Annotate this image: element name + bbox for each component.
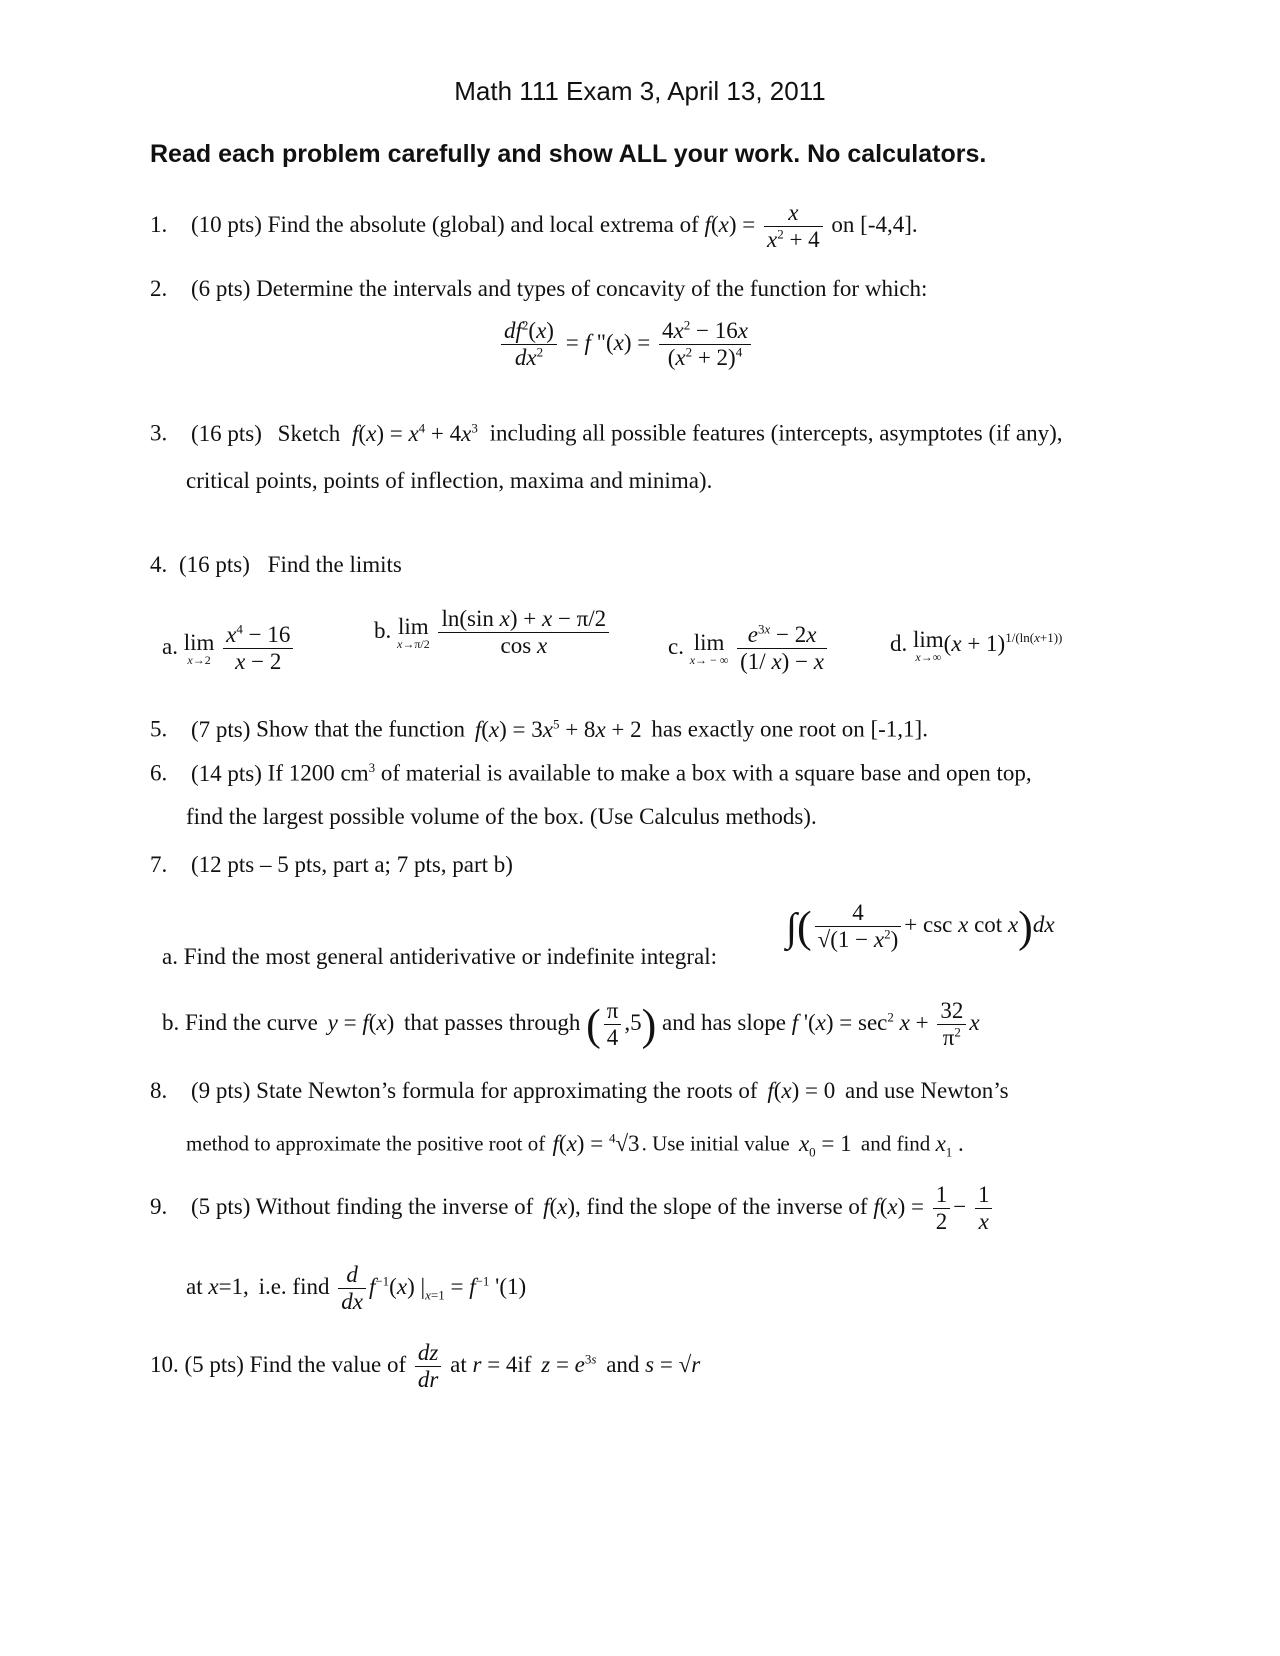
problem-text: b. Find the curve <box>162 1010 318 1036</box>
problem-text: Find the value of <box>249 1352 407 1378</box>
problem-text: Find the limits <box>267 552 402 577</box>
problem-text: including all possible features (intercepts, asymptotes (if any), <box>489 420 1063 446</box>
part-label: d. <box>890 630 908 656</box>
problem-3-line-2: critical points, points of inflection, maxima and minima). <box>186 468 713 493</box>
problem-text: State Newton’s formula for approximating the roots of <box>256 1078 758 1103</box>
problem-number: 8. <box>150 1078 168 1103</box>
limit-b: b. lim x→π/2 $\frac{\text{ln(sin x) + x − π/2}}{\text{cos x}}$ <box>374 606 612 660</box>
problem-2 <box>150 276 927 302</box>
problem-8: 8. (9 pts) State Newton’s formula for approximating the roots of f(x) = 0 and use Newton’s <box>150 1078 1009 1103</box>
problem-3 <box>150 420 1063 447</box>
problem-9: 9. (5 pts) Without finding the inverse of f(x), find the slope of the inverse of f(x) = $\frac{1}{2}$ − $\frac{1}{x}$ <box>150 1182 995 1236</box>
problem-points: (14 pts) <box>191 760 262 786</box>
problem-number: 6. <box>150 760 168 786</box>
part-label: b. <box>374 618 392 644</box>
problem-text: method to approximate the positive root of <box>186 1131 546 1156</box>
problem-text: . Use initial value <box>641 1131 790 1156</box>
problem-points: (16 pts) <box>179 552 250 577</box>
problem-text: and has slope <box>662 1010 786 1036</box>
problem-text: and <box>606 1352 640 1378</box>
problem-points: (16 pts) <box>191 420 262 446</box>
problem-number: 3. <box>150 420 168 446</box>
problem-text: Find the absolute (global) and local extrema of <box>267 212 699 238</box>
problem-10: 10. (5 pts) Find the value of $\frac{dz}{dr}$ at r = 4if $z = e^{3s}$ and s = √r <box>150 1340 701 1393</box>
problem-text: of material is available to make a box with a square base and open top, <box>380 760 1032 786</box>
problem-5 <box>150 716 928 743</box>
problem-7 <box>150 852 513 878</box>
problem-text: and find <box>860 1131 931 1156</box>
problem-tail: has exactly one root on [-1,1]. <box>651 716 928 742</box>
problem-text: at <box>186 1274 203 1300</box>
exam-instructions: Read each problem carefully and show ALL your work. No calculators. <box>150 140 987 168</box>
problem-text: , find the slope of the inverse of <box>575 1194 868 1220</box>
problem-points: (6 pts) <box>191 276 251 301</box>
problem-points: (5 pts) <box>184 1352 244 1378</box>
problem-text: i.e. find <box>258 1274 330 1300</box>
math-function: f(x) = $\frac{x}{x^2 + 4}$ <box>705 212 832 237</box>
problem-7-part-b: b. Find the curve y = f(x) that passes through ( $\frac{\pi}{4}$ ,5) and has slope f '$(x) = \sec^2 x$ + $\frac{32}{\pi^2}$ x <box>162 998 980 1051</box>
math-integral: ∫( $\frac{4}{√(1 - x^2)}$ + csc x cot x)dx <box>786 900 1055 953</box>
problem-9-line-2: at x=1, i.e. find $\frac{d}{dx}$ $f^{-1}(x) |_{x=1} = f^{-1}$ '(1) <box>186 1262 527 1315</box>
problem-6: 6. (14 pts) If 1200 $cm^3$ of material is available to make a box with a square base and open top, <box>150 760 1032 786</box>
problem-4 <box>150 552 402 578</box>
problem-number: 1. <box>150 212 168 238</box>
problem-tail: on [-4,4]. <box>831 212 918 238</box>
problem-8-line-2: method to approximate the positive root of f(x) = $^4$√3. Use initial value $x_0 = 1$ and find $x_1$ . <box>186 1130 964 1160</box>
problem-points: (9 pts) <box>191 1078 251 1103</box>
limit-d: d. lim x→∞ $(x + 1)^{1/(ln(x+1))}$ <box>890 627 1063 664</box>
math-second-derivative: $\frac{df^2(x)}{dx^2}$ = f "(x) = $\frac{4x^2 - 16x}{(x^2 + 2)^4}$ <box>498 318 754 372</box>
problem-number: 5. <box>150 716 168 742</box>
problem-points: (7 pts) <box>191 716 251 742</box>
problem-text: and use Newton’s <box>845 1078 1009 1103</box>
math-function: $f(x) = x^4 + 4x^3$ <box>352 420 478 446</box>
exam-title: Math 111 Exam 3, April 13, 2011 <box>454 76 826 106</box>
problem-points: (12 pts – 5 pts, part a; 7 pts, part b) <box>191 852 513 877</box>
problem-text: Without finding the inverse of <box>255 1194 534 1220</box>
problem-number: 4. <box>150 552 168 577</box>
problem-points: (5 pts) <box>191 1194 251 1220</box>
problem-text: Determine the intervals and types of concavity of the function for which: <box>256 276 928 301</box>
limit-a: a. lim x→2 $\frac{x^4 - 16}{x - 2}$ <box>162 622 296 676</box>
problem-number: 9. <box>150 1194 168 1220</box>
problem-number: 2. <box>150 276 168 301</box>
problem-points: (10 pts) <box>191 212 262 238</box>
problem-1 <box>150 200 918 254</box>
limit-c: c. lim x→ − ∞ $\frac{e^{3x} - 2x}{(1/ x) - x}$ <box>668 622 830 676</box>
problem-text: Sketch <box>277 420 341 446</box>
problem-text: if <box>517 1352 532 1378</box>
problem-7-part-a: a. Find the most general antiderivative or indefinite integral: <box>162 944 718 969</box>
part-label: c. <box>668 634 684 660</box>
problem-text: Show that the function <box>256 716 466 742</box>
problem-number: 7. <box>150 852 168 877</box>
problem-text: If 1200 cm <box>267 760 369 786</box>
problem-text: at <box>450 1352 467 1378</box>
problem-number: 10. <box>150 1352 179 1378</box>
math-function: $f(x) = 3x^5 + 8x + 2$ <box>474 716 642 742</box>
part-label: a. <box>162 634 178 660</box>
problem-text: that passes through <box>404 1010 581 1036</box>
problem-6-line-2: find the largest possible volume of the box. (Use Calculus methods). <box>186 804 817 829</box>
